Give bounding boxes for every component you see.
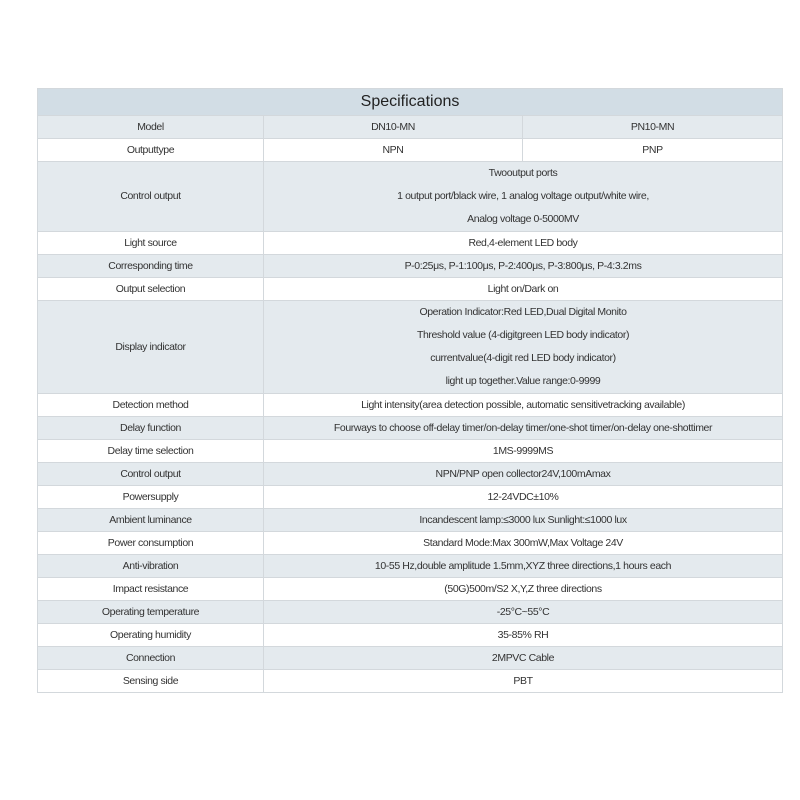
spec-row — [38, 162, 783, 232]
spec-row — [38, 255, 783, 278]
model-dn10: DN10-MN — [264, 116, 523, 139]
spec-value-line: currentvalue(4-digit red LED body indicator) — [430, 352, 616, 364]
spec-label: Operating humidity — [38, 624, 264, 647]
spec-label: Impact resistance — [38, 578, 264, 601]
output-type-label: Outputtype — [38, 139, 264, 162]
spec-row — [38, 440, 783, 463]
spec-label: Display indicator — [38, 301, 264, 394]
spec-value-line: 10-55 Hz,double amplitude 1.5mm,XYZ three directions,1 hours each — [374, 560, 672, 572]
spec-value-line: Operation Indicator:Red LED,Dual Digital Monito — [419, 306, 627, 318]
spec-label: Powersupply — [38, 486, 264, 509]
spec-label: Control output — [38, 463, 264, 486]
specifications-table — [37, 88, 783, 693]
model-pn10: PN10-MN — [523, 116, 783, 139]
spec-row — [38, 301, 783, 394]
spec-label: Delay time selection — [38, 440, 264, 463]
spec-row — [38, 394, 783, 417]
spec-value — [264, 578, 783, 601]
spec-value-line: Analog voltage 0-5000MV — [467, 213, 579, 225]
spec-label: Detection method — [38, 394, 264, 417]
spec-value-line: 1 output port/black wire, 1 analog voltage output/white wire, — [397, 190, 649, 202]
spec-value-line: 1MS-9999MS — [492, 445, 554, 457]
spec-row — [38, 532, 783, 555]
spec-value — [264, 162, 783, 232]
spec-label: Operating temperature — [38, 601, 264, 624]
spec-value — [264, 532, 783, 555]
spec-value-line: 2MPVC Cable — [491, 652, 555, 664]
spec-value — [264, 601, 783, 624]
spec-value-line: PBT — [513, 675, 533, 687]
spec-value-line: P-0:25μs, P-1:100μs, P-2:400μs, P-3:800μs, P-4:3.2ms — [404, 260, 642, 272]
spec-row — [38, 647, 783, 670]
spec-value-line: -25°C~55°C — [496, 606, 550, 618]
output-type-row — [38, 139, 783, 162]
spec-label: Control output — [38, 162, 264, 232]
spec-value — [264, 463, 783, 486]
spec-value-line: Incandescent lamp:≤3000 lux Sunlight:≤1000 lux — [419, 514, 627, 526]
spec-value-line: NPN/PNP open collector24V,100mAmax — [435, 468, 611, 480]
spec-value — [264, 255, 783, 278]
spec-label: Output selection — [38, 278, 264, 301]
spec-value-line: Light on/Dark on — [487, 283, 559, 295]
spec-value-line: 35-85% RH — [497, 629, 549, 641]
spec-row — [38, 624, 783, 647]
spec-value — [264, 417, 783, 440]
spec-label: Delay function — [38, 417, 264, 440]
spec-value — [264, 486, 783, 509]
output-type-pnp: PNP — [523, 139, 783, 162]
spec-row — [38, 417, 783, 440]
model-label: Model — [38, 116, 264, 139]
spec-label: Light source — [38, 232, 264, 255]
spec-label: Anti-vibration — [38, 555, 264, 578]
spec-row — [38, 555, 783, 578]
spec-value — [264, 278, 783, 301]
spec-row — [38, 670, 783, 693]
output-type-npn: NPN — [264, 139, 523, 162]
spec-value-line: Red,4-element LED body — [468, 237, 578, 249]
spec-value-line: Standard Mode:Max 300mW,Max Voltage 24V — [423, 537, 623, 549]
spec-value-line: Twooutput ports — [488, 167, 558, 179]
spec-label: Power consumption — [38, 532, 264, 555]
table-title: Specifications — [38, 89, 783, 116]
spec-value — [264, 440, 783, 463]
spec-value — [264, 232, 783, 255]
spec-label: Connection — [38, 647, 264, 670]
spec-value-line: light up together.Value range:0-9999 — [445, 375, 601, 387]
spec-label: Corresponding time — [38, 255, 264, 278]
spec-value — [264, 301, 783, 394]
spec-value-line: 12-24VDC±10% — [487, 491, 559, 503]
spec-row — [38, 486, 783, 509]
spec-value-line: Light intensity(area detection possible, automatic sensitivetracking available) — [361, 399, 685, 411]
spec-value — [264, 670, 783, 693]
spec-row — [38, 578, 783, 601]
spec-value — [264, 394, 783, 417]
spec-row — [38, 278, 783, 301]
spec-value — [264, 624, 783, 647]
spec-row — [38, 601, 783, 624]
spec-value — [264, 509, 783, 532]
model-row — [38, 116, 783, 139]
spec-value — [264, 647, 783, 670]
spec-row — [38, 509, 783, 532]
spec-row — [38, 232, 783, 255]
spec-row — [38, 463, 783, 486]
spec-label: Ambient luminance — [38, 509, 264, 532]
spec-label: Sensing side — [38, 670, 264, 693]
spec-value — [264, 555, 783, 578]
spec-value-line: (50G)500m/S2 X,Y,Z three directions — [444, 583, 602, 595]
spec-value-line: Threshold value (4-digitgreen LED body indicator) — [416, 329, 630, 341]
spec-value-line: Fourways to choose off-delay timer/on-delay timer/one-shot timer/on-delay one-shottimer — [333, 422, 713, 434]
